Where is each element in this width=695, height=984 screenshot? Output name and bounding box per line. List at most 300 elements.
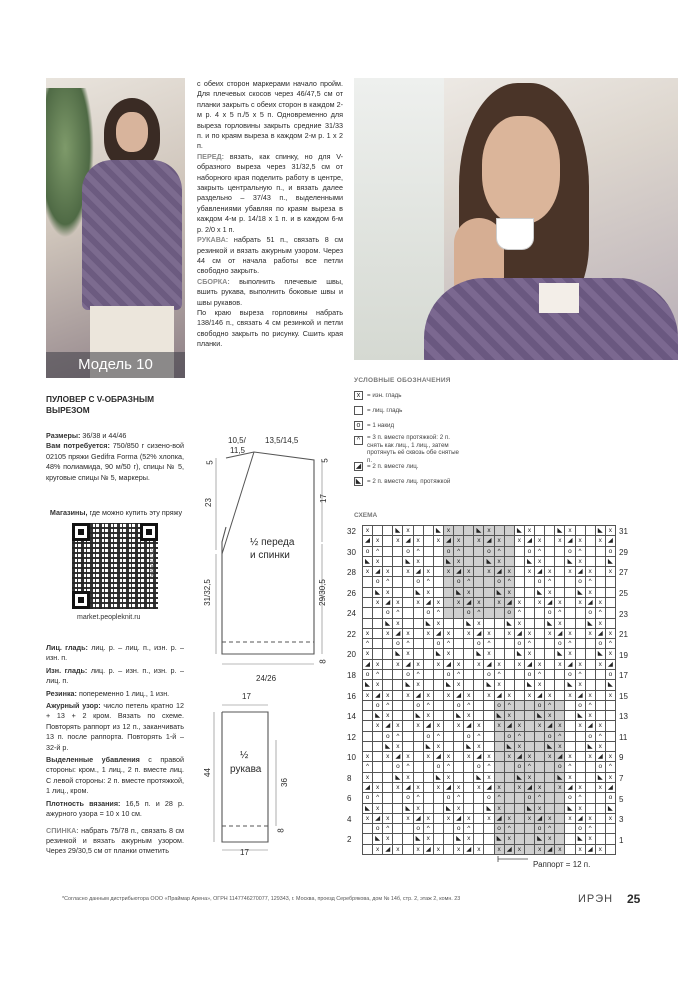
chart-cell [434, 814, 444, 824]
chart-cell [403, 732, 413, 742]
chart-cell [403, 598, 413, 608]
chart-cell [495, 732, 505, 742]
chart-cell: x [414, 680, 424, 690]
chart-cell: x [403, 814, 413, 824]
chart-cell: x [484, 649, 494, 659]
chart-cell [525, 711, 535, 721]
chart-cell [484, 619, 494, 629]
paragraph [197, 79, 343, 152]
chart-cell: x [363, 649, 373, 659]
chart-cell [424, 557, 434, 567]
chart-cell [454, 752, 464, 762]
chart-cell: o [454, 701, 464, 711]
chart-cell: ^ [434, 732, 444, 742]
chart-cell [545, 536, 555, 546]
shops-label: Магазины, [49, 508, 88, 517]
sweater [82, 160, 182, 310]
chart-cell: ◣ [464, 742, 474, 752]
chart-cell [515, 680, 525, 690]
chart-cell: ◣ [373, 834, 383, 844]
chart-cell [555, 547, 565, 557]
chart-cell [444, 742, 454, 752]
chart-cell [444, 711, 454, 721]
chart-cell: x [586, 834, 596, 844]
chart-cell [464, 804, 474, 814]
chart-cell: x [424, 629, 434, 639]
chart-cell: x [414, 804, 424, 814]
chart-cell: x [586, 711, 596, 721]
chart-cell [555, 691, 565, 701]
chart-cell: ◣ [515, 526, 525, 536]
chart-cell: ^ [545, 577, 555, 587]
chart-cell: ^ [403, 762, 413, 772]
chart-cell [414, 608, 424, 618]
chart-cell: x [454, 845, 464, 855]
chart-cell: x [383, 629, 393, 639]
chart-cell [545, 804, 555, 814]
chart-cell: ^ [484, 639, 494, 649]
chart-cell: x [555, 598, 565, 608]
chart-cell: x [474, 660, 484, 670]
chart-cell: ◣ [576, 711, 586, 721]
chart-cell [373, 619, 383, 629]
chart-cell [495, 619, 505, 629]
chart-cell [525, 608, 535, 618]
chart-cell: ◢ [444, 660, 454, 670]
chart-cell: x [414, 598, 424, 608]
chart-cell [373, 732, 383, 742]
chart-cell [383, 660, 393, 670]
chart-cell [373, 639, 383, 649]
qr-finder-top-left [72, 523, 90, 541]
chart-cell [434, 547, 444, 557]
chart-cell: o [393, 639, 403, 649]
chart-cell [403, 711, 413, 721]
chart-cell: x [373, 536, 383, 546]
chart-cell: x [444, 567, 454, 577]
chart-cell: ◣ [464, 619, 474, 629]
chart-cell [383, 536, 393, 546]
chart-cell: x [555, 845, 565, 855]
chart-cell [393, 577, 403, 587]
chart-cell [383, 547, 393, 557]
chart-cell: ^ [576, 547, 586, 557]
chart-cell: o [596, 762, 606, 772]
chart-cell: x [403, 752, 413, 762]
chart-cell [444, 721, 454, 731]
chart-cell [606, 742, 616, 752]
chart-cell: x [444, 691, 454, 701]
chart-cell [576, 649, 586, 659]
chart-cell: ◢ [596, 629, 606, 639]
chart-cell [363, 608, 373, 618]
paragraph-label: Резинка: [46, 688, 77, 698]
chart-cell: ◣ [444, 557, 454, 567]
chart-cell: o [505, 608, 515, 618]
paragraph [46, 643, 184, 664]
paragraph [46, 689, 184, 699]
chart-cell: ^ [586, 701, 596, 711]
chart-cell: ◢ [403, 660, 413, 670]
chart-row-number: 22 [347, 629, 356, 639]
chart-cell [596, 834, 606, 844]
qr-finder-bottom-left [72, 591, 90, 609]
chart-cell [424, 804, 434, 814]
chart-cell: x [596, 721, 606, 731]
chart-cell [555, 680, 565, 690]
chart-cell: ◢ [565, 536, 575, 546]
chart-row-number: 3 [619, 815, 624, 825]
chart-cell [434, 793, 444, 803]
chart-cell [393, 804, 403, 814]
chart-cell [414, 619, 424, 629]
chart-cell [434, 557, 444, 567]
chart-cell [474, 804, 484, 814]
chart-cell: ◣ [424, 742, 434, 752]
chart-cell [565, 732, 575, 742]
chart-cell: ◣ [363, 804, 373, 814]
chart-cell: ^ [363, 639, 373, 649]
dim-armhole: 23 [203, 498, 213, 507]
chart-cell [474, 557, 484, 567]
shops-line [46, 508, 186, 518]
chart-cell [495, 762, 505, 772]
chart-cell: ^ [454, 547, 464, 557]
chart-cell: ◣ [393, 649, 403, 659]
chart-cell: x [393, 721, 403, 731]
chart-cell: ◣ [414, 588, 424, 598]
chart-cell: x [484, 567, 494, 577]
chart-cell: ^ [454, 670, 464, 680]
paragraph-label: СБОРКА: [197, 276, 230, 286]
chart-cell: ◢ [383, 598, 393, 608]
chart-cell: x [414, 557, 424, 567]
chart-cell [515, 567, 525, 577]
paragraph-text: выполнить плечевые швы, вшить рукава, выполнить боковые швы и швы рукавов. [197, 276, 343, 307]
chart-cell: ◢ [454, 814, 464, 824]
chart-cell: x [555, 536, 565, 546]
chart-cell: x [484, 526, 494, 536]
chart-cell: x [525, 814, 535, 824]
chart-cell [484, 824, 494, 834]
chart-cell [515, 577, 525, 587]
chart-cell [414, 732, 424, 742]
chart-cell: o [545, 732, 555, 742]
chart-cell [464, 793, 474, 803]
chart-cell [596, 691, 606, 701]
chart-cell [434, 834, 444, 844]
paragraph [197, 308, 343, 350]
chart-cell [565, 701, 575, 711]
chart-cell: ◣ [393, 526, 403, 536]
chart-cell: x [535, 536, 545, 546]
chart-cell: o [373, 577, 383, 587]
chart-cell [505, 680, 515, 690]
chart-cell: ◢ [555, 752, 565, 762]
top-neckline [539, 283, 579, 313]
chart-row-number: 16 [347, 691, 356, 701]
chart-cell: ^ [373, 670, 383, 680]
chart-row-number: 14 [347, 712, 356, 722]
chart-cell [515, 691, 525, 701]
chart-cell: ◢ [505, 845, 515, 855]
chart-cell: ^ [464, 701, 474, 711]
chart-cell: ◢ [403, 783, 413, 793]
paragraph-text: число петель кратно 12 + 13 + 2 кром. Вязать по схеме. Повторять раппорт из 12 п., заканчивать 13 п. после раппорта. Повторять 1-й – 32-й р. [46, 701, 184, 752]
chart-cell: x [383, 814, 393, 824]
chart-cell [424, 547, 434, 557]
chart-cell [474, 547, 484, 557]
chart-cell: x [586, 588, 596, 598]
page-number: 25 [627, 892, 641, 906]
chart-cell [495, 629, 505, 639]
chart-cell: ◢ [363, 660, 373, 670]
chart-cell [383, 526, 393, 536]
chart-cell: x [403, 773, 413, 783]
chart-cell: ◢ [495, 567, 505, 577]
chart-cell [586, 557, 596, 567]
chart-cell: ^ [484, 762, 494, 772]
chart-cell: o [505, 732, 515, 742]
chart-cell: x [444, 752, 454, 762]
chart-cell [434, 804, 444, 814]
chart-cell: x [454, 804, 464, 814]
legend-text-3-together: = 3 п. вместе протяжкой: 2 п. снять как лиц., 1 лиц., затем протянуть её сквозь обе снятые п. [367, 434, 459, 464]
chart-cell [454, 639, 464, 649]
chart-cell: o [414, 577, 424, 587]
dim-top-right: 13,5/14,5 [265, 436, 299, 445]
chart-cell: ◣ [535, 834, 545, 844]
chart-cell [515, 793, 525, 803]
chart-cell [515, 547, 525, 557]
chart-cell [576, 742, 586, 752]
chart-cell: x [393, 619, 403, 629]
chart-cell: ^ [535, 670, 545, 680]
chart-cell: x [545, 711, 555, 721]
chart-cell [363, 588, 373, 598]
chart-cell: ◢ [545, 721, 555, 731]
chart-cell: x [424, 567, 434, 577]
chart-cell [586, 649, 596, 659]
chart-cell: ^ [474, 732, 484, 742]
qr-finder-top-right [140, 523, 158, 541]
chart-row-number: 7 [619, 774, 624, 784]
chart-cell [515, 557, 525, 567]
chart-cell: x [383, 691, 393, 701]
chart-cell: x [545, 588, 555, 598]
chart-cell: x [545, 629, 555, 639]
chart-cell: x [606, 629, 616, 639]
paragraph-label: СПИНКА: [46, 825, 79, 835]
chart-cell: ◣ [515, 649, 525, 659]
chart-cell [565, 619, 575, 629]
chart-cell [505, 773, 515, 783]
chart-row-number: 19 [619, 650, 628, 660]
chart-cell [565, 577, 575, 587]
chart-cell: o [565, 793, 575, 803]
chart-cell [576, 732, 586, 742]
paragraph-label: ПЕРЕД: [197, 151, 225, 161]
chart-cell [576, 629, 586, 639]
chart-cell [474, 588, 484, 598]
chart-cell: x [535, 845, 545, 855]
chart-cell: ◢ [525, 783, 535, 793]
chart-cell [363, 732, 373, 742]
chart-cell [525, 732, 535, 742]
chart-cell: o [515, 762, 525, 772]
chart-cell [555, 670, 565, 680]
chart-cell: x [393, 598, 403, 608]
chart-cell [474, 670, 484, 680]
paragraph-text: с правой стороны: кром., 1 лиц., 2 п. вместе лиц. С левой стороны: 2 п. вместе протяжкой, 1 лиц., кром. [46, 755, 184, 796]
chart-cell: x [596, 619, 606, 629]
chart-cell: ◢ [576, 567, 586, 577]
chart-cell [373, 773, 383, 783]
paragraph-text: лиц. р. – изн. п., изн. р. – лиц. п. [46, 665, 185, 686]
chart-cell: x [454, 557, 464, 567]
chart-cell: x [474, 536, 484, 546]
chart-cell [383, 557, 393, 567]
chart-cell [424, 793, 434, 803]
chart-cell [596, 588, 606, 598]
qr-code[interactable] [72, 523, 158, 609]
chart-cell [555, 711, 565, 721]
chart-cell: o [535, 701, 545, 711]
chart-cell [434, 577, 444, 587]
chart-cell: x [393, 742, 403, 752]
legend-text-ssk: = 2 п. вместе лиц. протяжкой [367, 478, 451, 485]
chart-cell: x [515, 619, 525, 629]
chart-cell: ◢ [545, 845, 555, 855]
chart-cell: ◣ [606, 680, 616, 690]
chart-cell: ◢ [565, 783, 575, 793]
chart-cell [393, 793, 403, 803]
chart-cell [464, 547, 474, 557]
chart-cell [393, 691, 403, 701]
needs-value: 750/850 г сизено-вой 02105 пряжи Gedifra Forma (52% хлопка, 48% полиамида, 90 м/50 г), спицы № 5, круговые спицы № 5, маркеры. [46, 441, 184, 482]
chart-cell: o [383, 608, 393, 618]
chart-cell: ^ [545, 701, 555, 711]
chart-cell: ^ [393, 608, 403, 618]
chart-cell [363, 834, 373, 844]
chart-cell [363, 577, 373, 587]
chart-cell: ^ [444, 639, 454, 649]
legend-text-yarn-over: = 1 накид [367, 422, 395, 429]
chart-cell: ^ [464, 577, 474, 587]
chart-cell [565, 608, 575, 618]
chart-cell [565, 721, 575, 731]
chart-cell [525, 824, 535, 834]
chart-cell: x [383, 752, 393, 762]
chart-cell [535, 619, 545, 629]
chart-cell: x [434, 536, 444, 546]
chart-cell: o [393, 762, 403, 772]
chart-cell: x [474, 721, 484, 731]
chart-cell [505, 526, 515, 536]
chart-cell: x [545, 834, 555, 844]
chart-cell: ◣ [535, 588, 545, 598]
chart-cell: x [545, 691, 555, 701]
chart-row-number: 5 [619, 794, 624, 804]
chart-cell: ◢ [525, 536, 535, 546]
chart-cell: o [576, 577, 586, 587]
chart-cell: x [495, 804, 505, 814]
chart-cell [383, 649, 393, 659]
chart-cell [403, 824, 413, 834]
chart-cell: ^ [515, 608, 525, 618]
chart-cell: x [383, 588, 393, 598]
chart-cell: ◢ [586, 598, 596, 608]
repeat-label: Раппорт = 12 п. [533, 860, 591, 869]
chart-cell: o [596, 639, 606, 649]
chart-cell: ◣ [515, 773, 525, 783]
sleeve-label-1: ½ [240, 750, 249, 761]
chart-cell: x [414, 845, 424, 855]
chart-cell: x [424, 752, 434, 762]
chart-cell [606, 598, 616, 608]
chart-cell: ◣ [576, 834, 586, 844]
chart-cell: x [424, 588, 434, 598]
chart-cell [515, 670, 525, 680]
chart-cell [576, 639, 586, 649]
chart-cell [383, 639, 393, 649]
chart-cell [586, 536, 596, 546]
chart-cell: ◣ [484, 680, 494, 690]
chart-cell [515, 804, 525, 814]
chart-cell: x [414, 721, 424, 731]
chart-cell: o [424, 608, 434, 618]
chart-cell: ◣ [555, 649, 565, 659]
chart-cell: ◣ [484, 557, 494, 567]
chart-cell: x [586, 567, 596, 577]
chart-cell: ^ [535, 793, 545, 803]
chart-cell: ◢ [444, 536, 454, 546]
chart-cell [434, 680, 444, 690]
chart-row-number: 8 [347, 773, 352, 783]
chart-cell: x [403, 526, 413, 536]
chart-cell: x [596, 536, 606, 546]
chart-cell [535, 732, 545, 742]
chart-cell [444, 588, 454, 598]
chart-cell: x [403, 691, 413, 701]
brand-name: ИРЭН [578, 893, 614, 905]
paragraph [46, 826, 184, 857]
chart-cell [393, 567, 403, 577]
chart-cell: ^ [363, 762, 373, 772]
qr-url[interactable]: market.peopleknit.ru [77, 614, 141, 621]
chart-cell: ◣ [434, 649, 444, 659]
chart-cell [484, 577, 494, 587]
chart-cell: o [383, 732, 393, 742]
chart-cell [363, 721, 373, 731]
chart-cell [434, 711, 444, 721]
chart-cell: ◢ [414, 814, 424, 824]
chart-cell: x [596, 742, 606, 752]
chart-cell: x [515, 536, 525, 546]
chart-cell [454, 649, 464, 659]
chart-cell [444, 619, 454, 629]
chart-cell: o [484, 793, 494, 803]
legend-symbol-ssk: ◣ [355, 478, 362, 485]
chart-cell [545, 649, 555, 659]
chart-cell: ◣ [444, 680, 454, 690]
chart-cell [484, 721, 494, 731]
paragraph-text: вязать, как спинку, но для V-образного выреза через 31/32,5 см от наборного края поделить работу в центре, закрыть центральную п., и вязать далее раздельно – 37/43 п., выделенными убавлениями убавляя по краям выреза в каждом 4-м р. 14/18 х 1 п. и в каждом 6-м р. 2/0 х 1 п. [197, 151, 343, 234]
chart-cell [393, 588, 403, 598]
chart-cell: o [454, 577, 464, 587]
chart-cell: o [495, 577, 505, 587]
chart-cell [363, 824, 373, 834]
